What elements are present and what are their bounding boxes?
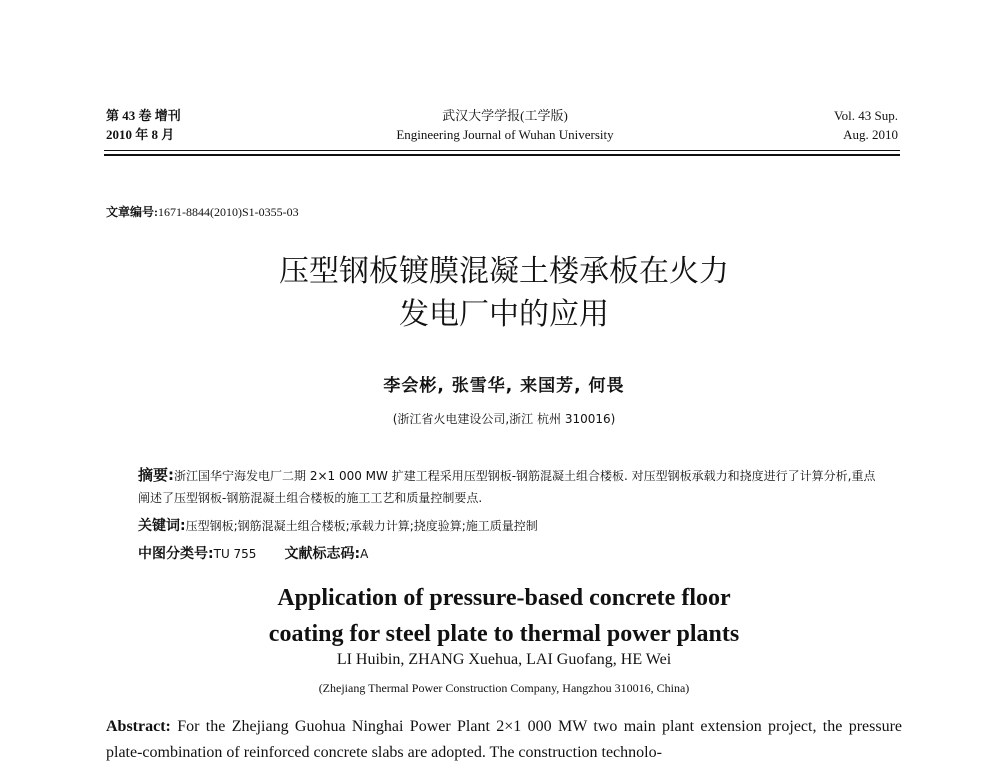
title-cn-line1: 压型钢板镀膜混凝土楼承板在火力: [279, 254, 729, 289]
header-journal-en: Engineering Journal of Wuhan University: [396, 127, 614, 142]
abstract-en: [106, 714, 902, 766]
header-volume-block: [106, 106, 181, 144]
keywords-cn-text: 压型钢板;钢筋混凝土组合楼板;承载力计算;挠度验算;施工质量控制: [185, 519, 538, 533]
header-volume-en: Vol. 43 Sup.: [833, 108, 898, 123]
header-rule-thin: [104, 150, 900, 151]
keywords-cn: [138, 515, 538, 535]
title-en-line1: Application of pressure-based concrete floor: [277, 585, 731, 611]
header-journal-cn: 武汉大学学报(工学版): [442, 108, 568, 123]
header-rule-thick: [104, 154, 900, 156]
article-number-value: 1671-8844(2010)S1-0355-03: [158, 205, 299, 219]
document-code-label: 文献标志码:: [284, 546, 361, 562]
abstract-cn: [138, 464, 878, 509]
title-en: [100, 580, 908, 652]
abstract-en-label: Abstract:: [106, 718, 171, 735]
document-code-value: A: [360, 547, 369, 561]
header-issue-block: [700, 106, 898, 144]
authors-en: LI Huibin, ZHANG Xuehua, LAI Guofang, HE Wei: [336, 651, 672, 668]
authors-cn: 李会彬, 张雪华, 来国芳, 何畏: [383, 376, 625, 396]
header-date-cn: 2010 年 8 月: [106, 127, 175, 142]
classification-value: TU 755: [213, 547, 257, 561]
header-date-en: Aug. 2010: [843, 127, 898, 142]
keywords-cn-label: 关键词:: [138, 518, 186, 534]
article-number-label: 文章编号:: [106, 205, 158, 219]
affiliation-cn: (浙江省火电建设公司,浙江 杭州 310016): [392, 412, 616, 426]
abstract-cn-text: 浙江国华宁海发电厂二期 2×1 000 MW 扩建工程采用压型钢板-钢筋混凝土组合楼板. 对压型钢板承载力和挠度进行了计算分析,重点阐述了压型钢板-钢筋混凝土组合楼板的施工工艺和质量控制要点.: [138, 469, 876, 505]
header-journal-block: [300, 106, 710, 144]
title-cn: [100, 250, 908, 336]
abstract-cn-label: 摘要:: [138, 466, 174, 484]
article-number: [106, 203, 299, 220]
header-volume-cn: 第 43 卷 增刊: [106, 108, 181, 123]
abstract-en-text: For the Zhejiang Guohua Ninghai Power Plant 2×1 000 MW two main plant extension project, the pressure plate-combination of reinforced concrete slabs are adopted. The construction technolo-: [106, 718, 903, 761]
classification-line: [138, 543, 368, 563]
classification-label: 中图分类号:: [138, 546, 214, 562]
title-en-line2: coating for steel plate to thermal power plants: [268, 621, 740, 647]
affiliation-en: (Zhejiang Thermal Power Construction Company, Hangzhou 310016, China): [318, 681, 690, 695]
title-cn-line2: 发电厂中的应用: [399, 297, 609, 332]
